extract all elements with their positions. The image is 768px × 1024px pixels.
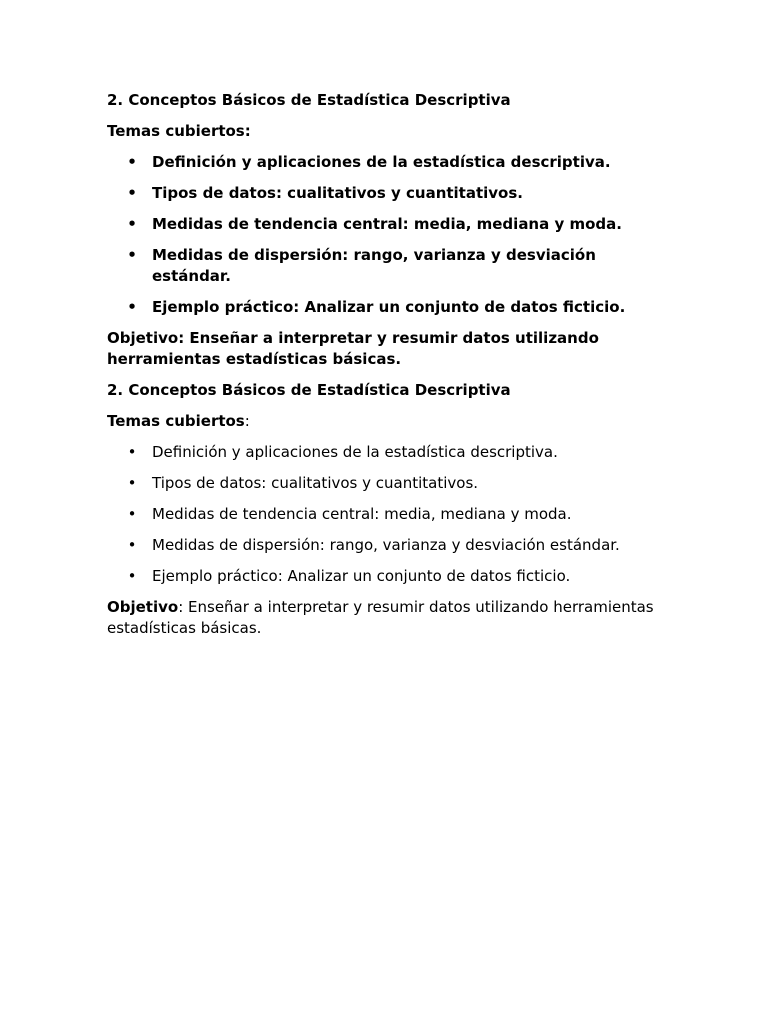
list-item (107, 504, 667, 525)
list-item-text: Tipos de datos: cualitativos y cuantitativos. (152, 474, 479, 492)
topics-colon: : (244, 412, 250, 430)
bullet-icon: • (127, 215, 137, 233)
list-item (107, 442, 667, 463)
list-item-text: Medidas de tendencia central: media, mediana y moda. (152, 505, 572, 523)
bullet-icon: • (127, 153, 137, 171)
bullet-icon: • (127, 184, 137, 202)
list-item (107, 566, 667, 587)
bullet-icon: • (127, 536, 137, 554)
list-item (107, 214, 667, 235)
list-item-text: Definición y aplicaciones de la estadística descriptiva. (152, 153, 611, 171)
list-item (107, 245, 667, 287)
list-item-text: Tipos de datos: cualitativos y cuantitativos. (152, 184, 523, 202)
topics-label: Temas cubiertos (107, 412, 245, 430)
list-item-text: Medidas de dispersión: rango, varianza y desviación estándar. (152, 536, 620, 554)
list-item-text: Ejemplo práctico: Analizar un conjunto de datos ficticio. (152, 298, 626, 316)
topics-list (107, 442, 667, 587)
bullet-icon: • (127, 505, 137, 523)
list-item (107, 152, 667, 173)
section-heading: 2. Conceptos Básicos de Estadística Descriptiva (107, 91, 511, 109)
list-item (107, 535, 667, 556)
list-item (107, 473, 667, 494)
bullet-icon: • (127, 246, 137, 264)
objective-text: : Enseñar a interpretar y resumir datos utilizando herramientas estadísticas básicas. (107, 598, 654, 637)
objective-paragraph (107, 597, 667, 639)
list-item (107, 183, 667, 204)
objective-paragraph: Objetivo: Enseñar a interpretar y resumir datos utilizando herramientas estadísticas básicas. (107, 329, 599, 368)
list-item-text: Definición y aplicaciones de la estadística descriptiva. (152, 443, 558, 461)
list-item-text: Ejemplo práctico: Analizar un conjunto de datos ficticio. (152, 567, 571, 585)
document-page (107, 90, 667, 649)
topics-list (107, 152, 667, 318)
list-item-text: Medidas de tendencia central: media, mediana y moda. (152, 215, 622, 233)
topics-label: Temas cubiertos: (107, 122, 251, 140)
topics-label-line (107, 411, 667, 432)
bullet-icon: • (127, 567, 137, 585)
list-item (107, 297, 667, 318)
bullet-icon: • (127, 298, 137, 316)
objective-label: Objetivo (107, 598, 179, 616)
bullet-icon: • (127, 443, 137, 461)
bullet-icon: • (127, 474, 137, 492)
list-item-text: Medidas de dispersión: rango, varianza y desviación estándar. (152, 246, 596, 285)
section-heading: 2. Conceptos Básicos de Estadística Descriptiva (107, 381, 511, 399)
